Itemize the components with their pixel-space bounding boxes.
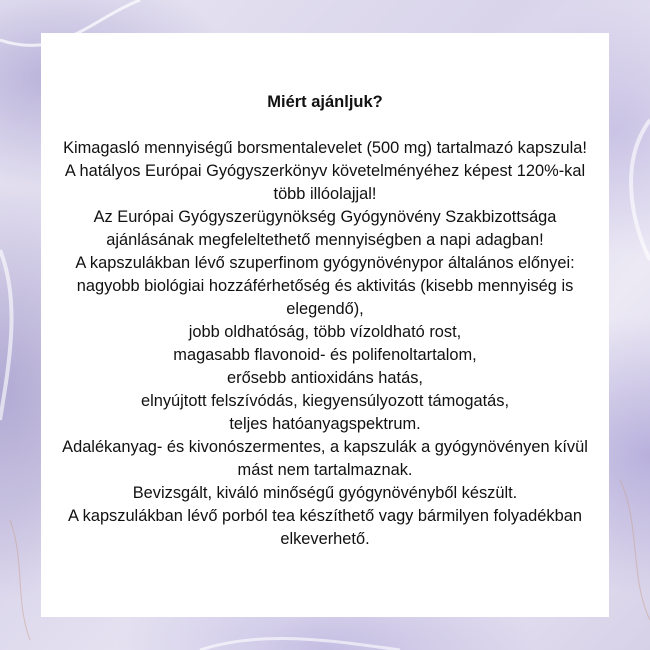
text-card	[41, 33, 609, 617]
heading: Miért ajánljuk?	[267, 93, 383, 111]
text-line: Kimagasló mennyiségű borsmentalevelet (500 mg) tartalmazó kapszula!	[63, 139, 587, 157]
text-line: Az Európai Gyógyszerügynökség Gyógynövény Szakbizottsága	[93, 208, 557, 226]
text-line: több illóolajjal!	[273, 185, 377, 203]
text-line: A kapszulákban lévő porból tea készíthető vagy bármilyen folyadékban	[68, 507, 582, 525]
text-line: mást nem tartalmaznak.	[237, 461, 413, 479]
text-line: Adalékanyag- és kivonószermentes, a kapszulák a gyógynövényen kívül	[62, 438, 588, 456]
text-line: Bevizsgált, kiváló minőségű gyógynövényből készült.	[132, 484, 518, 502]
text-line: elkeverhető.	[280, 530, 370, 548]
text-line: jobb oldhatóság, több vízoldható rost,	[188, 323, 462, 341]
text-line: elnyújtott felszívódás, kiegyensúlyozott támogatás,	[140, 392, 510, 410]
text-line: teljes hatóanyagspektrum.	[229, 415, 421, 433]
text-line: elegendő),	[286, 300, 364, 318]
text-line: magasabb flavonoid- és polifenoltartalom,	[173, 346, 477, 364]
card-content	[41, 91, 609, 551]
text-line: nagyobb biológiai hozzáférhetőség és aktivitás (kisebb mennyiség is	[76, 277, 574, 295]
text-line: A hatályos Európai Gyógyszerkönyv követelményéhez képest 120%-kal	[64, 162, 586, 180]
text-line: ajánlásának megfeleltethető mennyiségben a napi adagban!	[106, 231, 544, 249]
text-line: A kapszulákban lévő szuperfinom gyógynövénypor általános előnyei:	[75, 254, 575, 272]
text-line: erősebb antioxidáns hatás,	[227, 369, 423, 387]
